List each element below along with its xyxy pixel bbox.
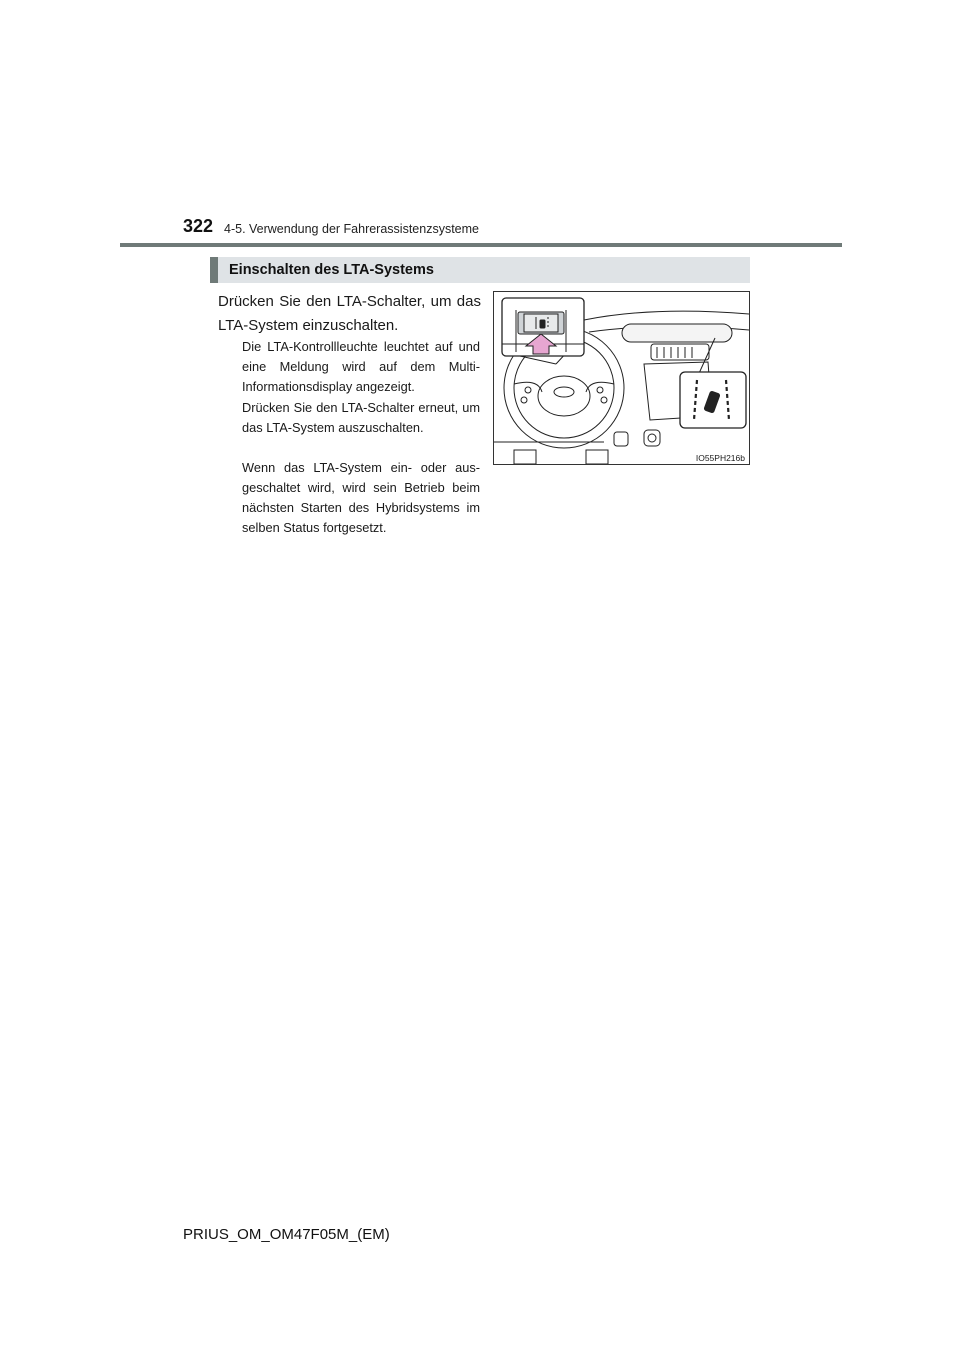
header-divider [120, 243, 842, 247]
page-number: 322 [183, 216, 214, 236]
main-instruction: Drücken Sie den LTA-Schalter, um das LTA-System einzuschalten. [218, 293, 481, 334]
note-3: Wenn das LTA-System ein- oder aus-geschaltet wird, wird sein Betrieb beim nächsten Starten des Hybridsystems im selben Status fortgesetzt. [242, 460, 480, 535]
dashboard-illustration [493, 291, 750, 465]
note-1: Die LTA-Kontrollleuchte leuchtet auf und eine Meldung wird auf dem Multi-Informationsdisplay angezeigt. [242, 339, 480, 394]
figure-code: IO55PH216b [695, 453, 745, 463]
note-2: Drücken Sie den LTA-Schalter erneut, um das LTA-System auszuschalten. [242, 400, 480, 435]
dashboard-drawing [494, 292, 749, 464]
document-code: PRIUS_OM_OM47F05M_(EM) [183, 1226, 390, 1243]
section-heading: Einschalten des LTA-Systems [210, 257, 750, 283]
section-header: 4-5. Verwendung der Fahrerassistenzsysteme [224, 222, 479, 236]
